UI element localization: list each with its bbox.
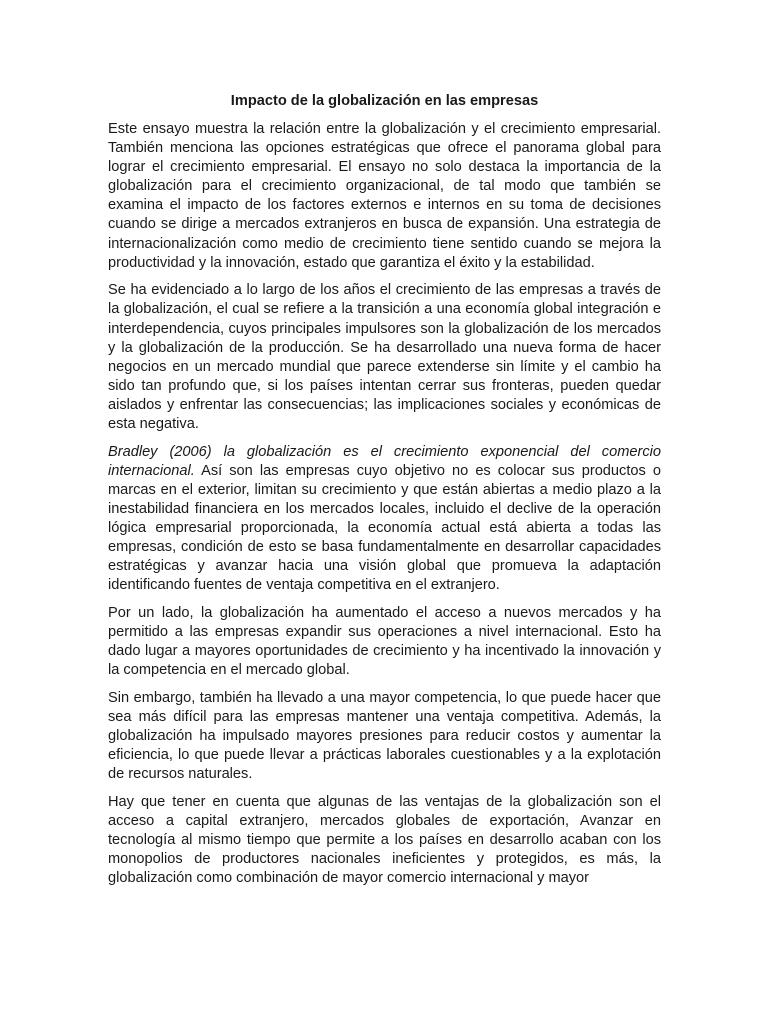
document-title: Impacto de la globalización en las empresas bbox=[230, 93, 539, 109]
paragraph-intro bbox=[108, 120, 661, 273]
paragraph-bradley bbox=[108, 443, 661, 596]
paragraph-text: Así son las empresas cuyo objetivo no es colocar sus productos o marcas en el exterior, limitan su crecimiento y que están abiertas a medio plazo a la inestabilidad financiera en los mercados locales, incluido el declive de la operación lógica empresarial proporcionada, la economía actual está abierta a todas las empresas, condición de esto se basa fundamentalmente en desarrollar capacidades estratégicas y avanzar hacia una visión global que promueva la adaptación identificando fuentes de ventaja competitiva en el extranjero. bbox=[108, 462, 661, 594]
paragraph-competition bbox=[108, 689, 661, 784]
paragraph-growth bbox=[108, 281, 661, 434]
citation-text: Bradley (2006) la globalización es el crecimiento exponencial del comercio internacional. bbox=[108, 443, 661, 479]
paragraph-text: Se ha evidenciado a lo largo de los años el crecimiento de las empresas a través de la globalización, el cual se refiere a la transición a una economía global integración e interdependencia, cuyos principales impulsores son la globalización de los mercados y la globalización de la producción. Se ha desarrollado una nueva forma de hacer negocios en un mercado mundial que parece extenderse sin límite y el cambio ha sido tan profundo que, si los países intentan cerrar sus fronteras, pueden quedar aislados y enfrentar las consecuencias; las implicaciones sociales y económicas de esta negativa. bbox=[108, 282, 661, 432]
paragraph-text: Hay que tener en cuenta que algunas de las ventajas de la globalización son el acceso a capital extranjero, mercados globales de exportación, Avanzar en tecnología al mismo tiempo que permite a los países en desarrollo acaban con los monopolios de productores nacionales ineficientes y protegidos, es más, la globalización como combinación de mayor comercio internacional y mayor bbox=[108, 794, 661, 887]
paragraph-text: Este ensayo muestra la relación entre la globalización y el crecimiento empresarial. También menciona las opciones estratégicas que ofrece el panorama global para lograr el crecimiento empresarial. El ensayo no solo destaca la importancia de la globalización para el crecimiento organizacional, de tal modo que también se examina el impacto de los factores externos e internos en su toma de decisiones cuando se dirige a mercados extranjeros en busca de expansión. Una estrategia de internacionalización como medio de crecimiento tiene sentido cuando se mejora la productividad y la innovación, estado que garantiza el éxito y la estabilidad. bbox=[108, 121, 661, 271]
document-page bbox=[108, 92, 661, 897]
paragraph-advantages bbox=[108, 793, 661, 888]
paragraph-text: Sin embargo, también ha llevado a una mayor competencia, lo que puede hacer que sea más difícil para las empresas mantener una ventaja competitiva. Además, la globalización ha impulsado mayores presiones para reducir costos y aumentar la eficiencia, lo que puede llevar a prácticas laborales cuestionables y a la explotación de recursos naturales. bbox=[108, 690, 661, 783]
paragraph-access bbox=[108, 604, 661, 680]
paragraph-text: Por un lado, la globalización ha aumentado el acceso a nuevos mercados y ha permitido a las empresas expandir sus operaciones a nivel internacional. Esto ha dado lugar a mayores oportunidades de crecimiento y ha incentivado la innovación y la competencia en el mercado global. bbox=[108, 605, 661, 679]
